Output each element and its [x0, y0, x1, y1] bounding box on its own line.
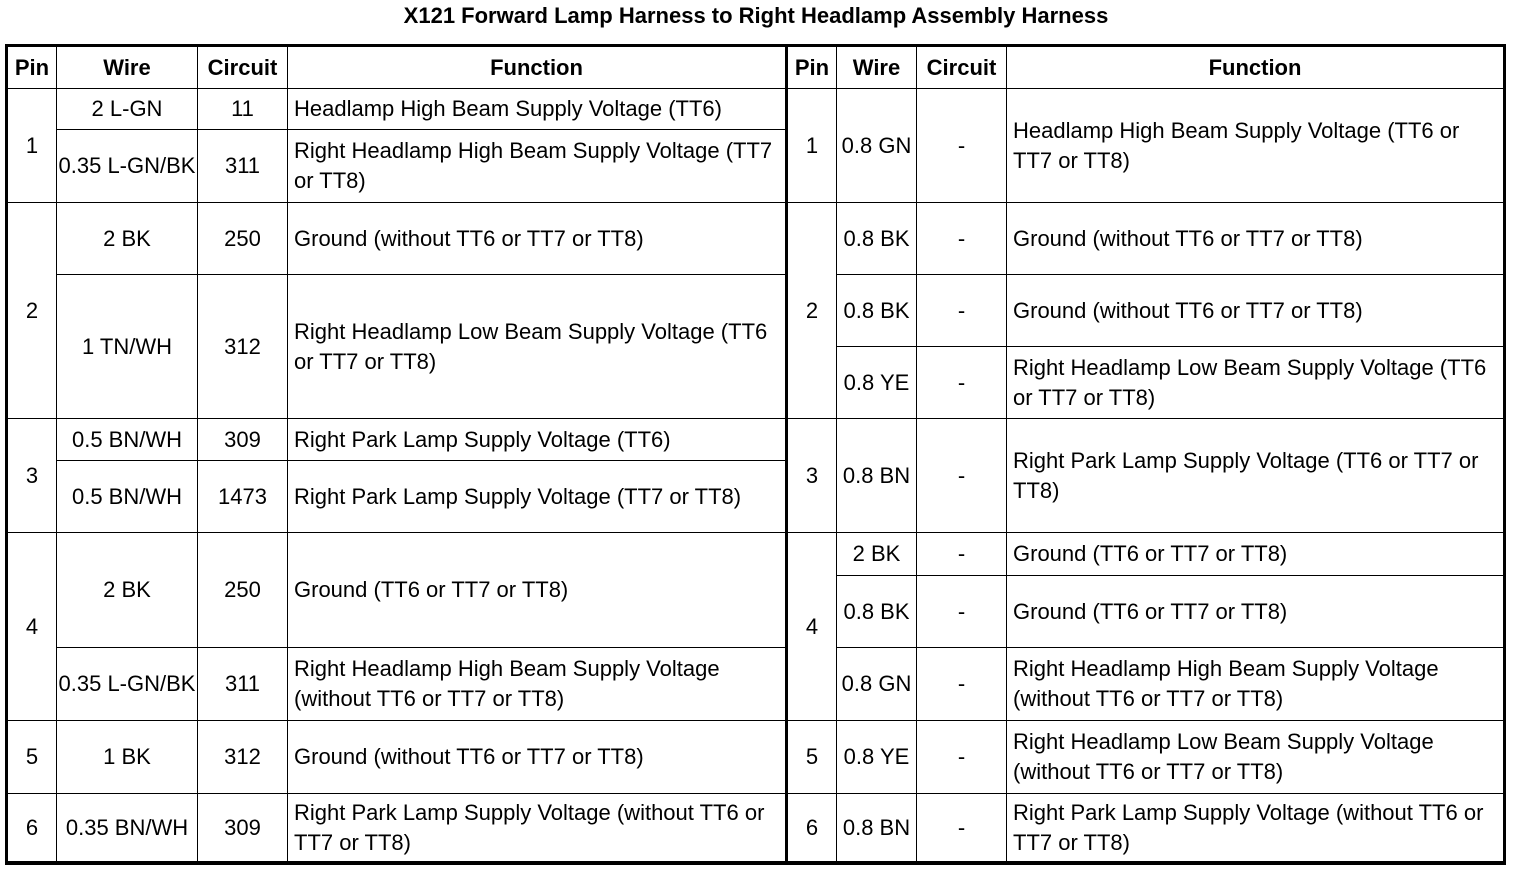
right-pin-5 [788, 721, 837, 794]
left-pin-2 [8, 203, 57, 419]
right-pin-4-text: 4 [805, 613, 819, 639]
page-title: X121 Forward Lamp Harness to Right Headlamp Assembly Harness [403, 3, 1109, 28]
left-circuit-cell [198, 533, 288, 648]
right-wire-cell-text: 0.8 GN [841, 132, 912, 158]
left-circuit-cell-text: 250 [224, 225, 261, 251]
right-pin-1 [788, 89, 837, 203]
right-circuit-cell [917, 794, 1007, 862]
left-pin-4-text: 4 [25, 613, 39, 639]
right-wire-cell-text: 0.8 BK [843, 225, 910, 251]
right-circuit-cell-text: - [957, 671, 966, 696]
right-header-circuit-text: Circuit [926, 54, 997, 80]
right-function-cell [1007, 347, 1503, 419]
left-circuit-cell [198, 648, 288, 721]
left-function-cell-text: Right Park Lamp Supply Voltage (TT6) [294, 426, 671, 452]
left-pin-6 [8, 794, 57, 862]
left-function-cell-text: Right Park Lamp Supply Voltage (without TT6 or TT7 or TT8) [294, 799, 765, 855]
right-wire-cell-text: 0.8 BN [842, 462, 911, 488]
right-function-cell [1007, 533, 1503, 576]
right-circuit-cell [917, 275, 1007, 347]
left-pin-2-text: 2 [25, 297, 39, 323]
right-circuit-cell [917, 721, 1007, 794]
left-pin-6-text: 6 [25, 814, 39, 840]
left-wire-cell-text: 2 BK [103, 225, 151, 251]
right-pin-1-text: 1 [805, 132, 819, 158]
left-function-cell [288, 461, 788, 533]
right-wire-cell-text: 0.8 YE [843, 369, 910, 395]
left-pin-3 [8, 419, 57, 533]
right-circuit-cell [917, 533, 1007, 576]
right-function-cell-text: Ground (TT6 or TT7 or TT8) [1013, 541, 1288, 566]
right-circuit-cell-text: - [957, 541, 966, 566]
right-circuit-cell-text: - [957, 132, 966, 158]
right-pin-3 [788, 419, 837, 533]
left-function-cell [288, 203, 788, 275]
right-circuit-cell-text: - [957, 225, 966, 251]
right-wire-cell [837, 419, 917, 533]
right-wire-cell-text: 0.8 BK [843, 297, 910, 323]
right-circuit-cell [917, 347, 1007, 419]
right-wire-cell [837, 721, 917, 794]
left-function-cell-text: Ground (without TT6 or TT7 or TT8) [294, 225, 644, 251]
right-function-cell [1007, 794, 1503, 862]
right-circuit-cell-text: - [957, 744, 966, 769]
left-wire-cell [57, 130, 198, 203]
right-wire-cell-text: 0.8 GN [841, 671, 912, 696]
left-header-circuit [198, 47, 288, 89]
right-wire-cell [837, 648, 917, 721]
right-pin-5-text: 5 [805, 744, 819, 769]
left-header-pin [8, 47, 57, 89]
left-circuit-cell [198, 419, 288, 461]
left-header-wire [57, 47, 198, 89]
right-function-cell [1007, 89, 1503, 203]
right-wire-cell-text: 0.8 YE [843, 744, 910, 769]
right-function-cell [1007, 721, 1503, 794]
left-wire-cell-text: 2 BK [103, 577, 151, 602]
left-function-cell [288, 794, 788, 862]
left-wire-cell-text: 2 L-GN [91, 96, 163, 121]
right-wire-cell-text: 0.8 BK [843, 598, 910, 624]
left-wire-cell-text: 0.35 BN/WH [65, 814, 189, 840]
left-wire-cell [57, 533, 198, 648]
right-wire-cell [837, 533, 917, 576]
right-function-cell-text: Right Park Lamp Supply Voltage (TT6 or TT7 or TT8) [1013, 447, 1479, 503]
left-wire-cell [57, 275, 198, 419]
right-function-cell-text: Right Park Lamp Supply Voltage (without TT6 or TT7 or TT8) [1013, 799, 1484, 855]
left-circuit-cell-text: 250 [224, 577, 261, 602]
right-circuit-cell-text: - [957, 598, 966, 624]
right-circuit-cell-text: - [957, 814, 966, 840]
left-pin-4 [8, 533, 57, 721]
right-header-pin [788, 47, 837, 89]
left-function-cell [288, 275, 788, 419]
right-header-circuit [917, 47, 1007, 89]
right-wire-cell-text: 2 BK [852, 541, 901, 566]
right-function-cell-text: Right Headlamp High Beam Supply Voltage (without TT6 or TT7 or TT8) [1013, 656, 1439, 711]
left-wire-cell [57, 419, 198, 461]
left-circuit-cell-text: 309 [224, 814, 261, 840]
left-function-cell-text: Right Headlamp High Beam Supply Voltage (TT7 or TT8) [294, 138, 773, 193]
left-wire-cell-text: 0.35 L-GN/BK [58, 153, 196, 178]
left-pin-3-text: 3 [25, 462, 39, 488]
left-function-cell-text: Ground (TT6 or TT7 or TT8) [294, 577, 569, 602]
right-function-cell-text: Ground (TT6 or TT7 or TT8) [1013, 598, 1288, 624]
left-function-cell-text: Headlamp High Beam Supply Voltage (TT6) [294, 96, 722, 121]
pinout-table [5, 44, 1506, 865]
left-wire-cell [57, 648, 198, 721]
right-circuit-cell [917, 648, 1007, 721]
right-circuit-cell-text: - [957, 462, 966, 488]
left-circuit-cell [198, 130, 288, 203]
left-header-pin-text: Pin [14, 54, 50, 80]
left-pin-1-text: 1 [25, 132, 39, 158]
left-wire-cell-text: 0.5 BN/WH [71, 426, 183, 452]
right-wire-cell [837, 89, 917, 203]
left-function-cell-text: Right Park Lamp Supply Voltage (TT7 or TT8) [294, 483, 742, 509]
right-header-function [1007, 47, 1503, 89]
right-circuit-cell [917, 203, 1007, 275]
right-wire-cell [837, 203, 917, 275]
left-circuit-cell [198, 794, 288, 862]
left-header-function [288, 47, 788, 89]
right-pin-3-text: 3 [805, 462, 819, 488]
right-wire-cell [837, 347, 917, 419]
left-function-cell [288, 130, 788, 203]
right-function-cell [1007, 203, 1503, 275]
left-function-cell [288, 533, 788, 648]
right-pin-2 [788, 203, 837, 419]
left-header-wire-text: Wire [103, 54, 151, 80]
right-header-wire [837, 47, 917, 89]
right-circuit-cell-text: - [957, 297, 966, 323]
left-circuit-cell-text: 312 [224, 333, 261, 359]
left-circuit-cell [198, 275, 288, 419]
left-wire-cell [57, 794, 198, 862]
right-header-wire-text: Wire [852, 54, 901, 80]
left-function-cell [288, 89, 788, 130]
left-circuit-cell-text: 11 [231, 96, 254, 121]
left-circuit-cell [198, 89, 288, 130]
left-wire-cell-text: 1 BK [103, 744, 151, 769]
left-wire-cell-text: 0.5 BN/WH [71, 483, 183, 509]
left-wire-cell-text: 0.35 L-GN/BK [58, 671, 196, 696]
right-function-cell-text: Ground (without TT6 or TT7 or TT8) [1013, 297, 1363, 323]
right-function-cell [1007, 648, 1503, 721]
left-header-function-text: Function [490, 54, 583, 80]
left-circuit-cell-text: 311 [224, 153, 261, 178]
right-pin-6 [788, 794, 837, 862]
left-wire-cell [57, 203, 198, 275]
left-circuit-cell-text: 309 [224, 426, 261, 452]
left-wire-cell [57, 461, 198, 533]
right-function-cell [1007, 576, 1503, 648]
right-function-cell-text: Ground (without TT6 or TT7 or TT8) [1013, 225, 1363, 251]
left-pin-5 [8, 721, 57, 794]
left-circuit-cell [198, 721, 288, 794]
right-pin-2-text: 2 [805, 297, 819, 323]
left-pin-1 [8, 89, 57, 203]
right-wire-cell-text: 0.8 BN [842, 814, 911, 840]
right-circuit-cell [917, 419, 1007, 533]
left-circuit-cell-text: 1473 [218, 483, 267, 509]
right-wire-cell [837, 576, 917, 648]
right-wire-cell [837, 275, 917, 347]
right-wire-cell [837, 794, 917, 862]
right-pin-4 [788, 533, 837, 721]
left-function-cell-text: Right Headlamp High Beam Supply Voltage (without TT6 or TT7 or TT8) [294, 656, 720, 711]
left-function-cell [288, 721, 788, 794]
left-function-cell-text: Right Headlamp Low Beam Supply Voltage (TT6 or TT7 or TT8) [294, 318, 768, 374]
right-function-cell-text: Headlamp High Beam Supply Voltage (TT6 or TT7 or TT8) [1013, 117, 1460, 173]
right-circuit-cell-text: - [957, 369, 966, 395]
left-wire-cell [57, 721, 198, 794]
left-function-cell [288, 419, 788, 461]
left-wire-cell-text: 1 TN/WH [81, 333, 173, 359]
right-function-cell [1007, 275, 1503, 347]
right-circuit-cell [917, 576, 1007, 648]
right-header-function-text: Function [1208, 54, 1302, 80]
left-circuit-cell [198, 461, 288, 533]
right-header-pin-text: Pin [794, 54, 830, 80]
right-function-cell-text: Right Headlamp Low Beam Supply Voltage (without TT6 or TT7 or TT8) [1013, 729, 1434, 784]
right-pin-6-text: 6 [805, 814, 819, 840]
right-function-cell [1007, 419, 1503, 533]
right-circuit-cell [917, 89, 1007, 203]
right-function-cell-text: Right Headlamp Low Beam Supply Voltage (TT6 or TT7 or TT8) [1013, 354, 1487, 410]
left-pin-5-text: 5 [25, 744, 39, 769]
left-function-cell [288, 648, 788, 721]
left-circuit-cell [198, 203, 288, 275]
left-wire-cell [57, 89, 198, 130]
left-circuit-cell-text: 311 [224, 671, 261, 696]
left-function-cell-text: Ground (without TT6 or TT7 or TT8) [294, 744, 644, 769]
left-circuit-cell-text: 312 [224, 744, 261, 769]
left-header-circuit-text: Circuit [207, 54, 278, 80]
